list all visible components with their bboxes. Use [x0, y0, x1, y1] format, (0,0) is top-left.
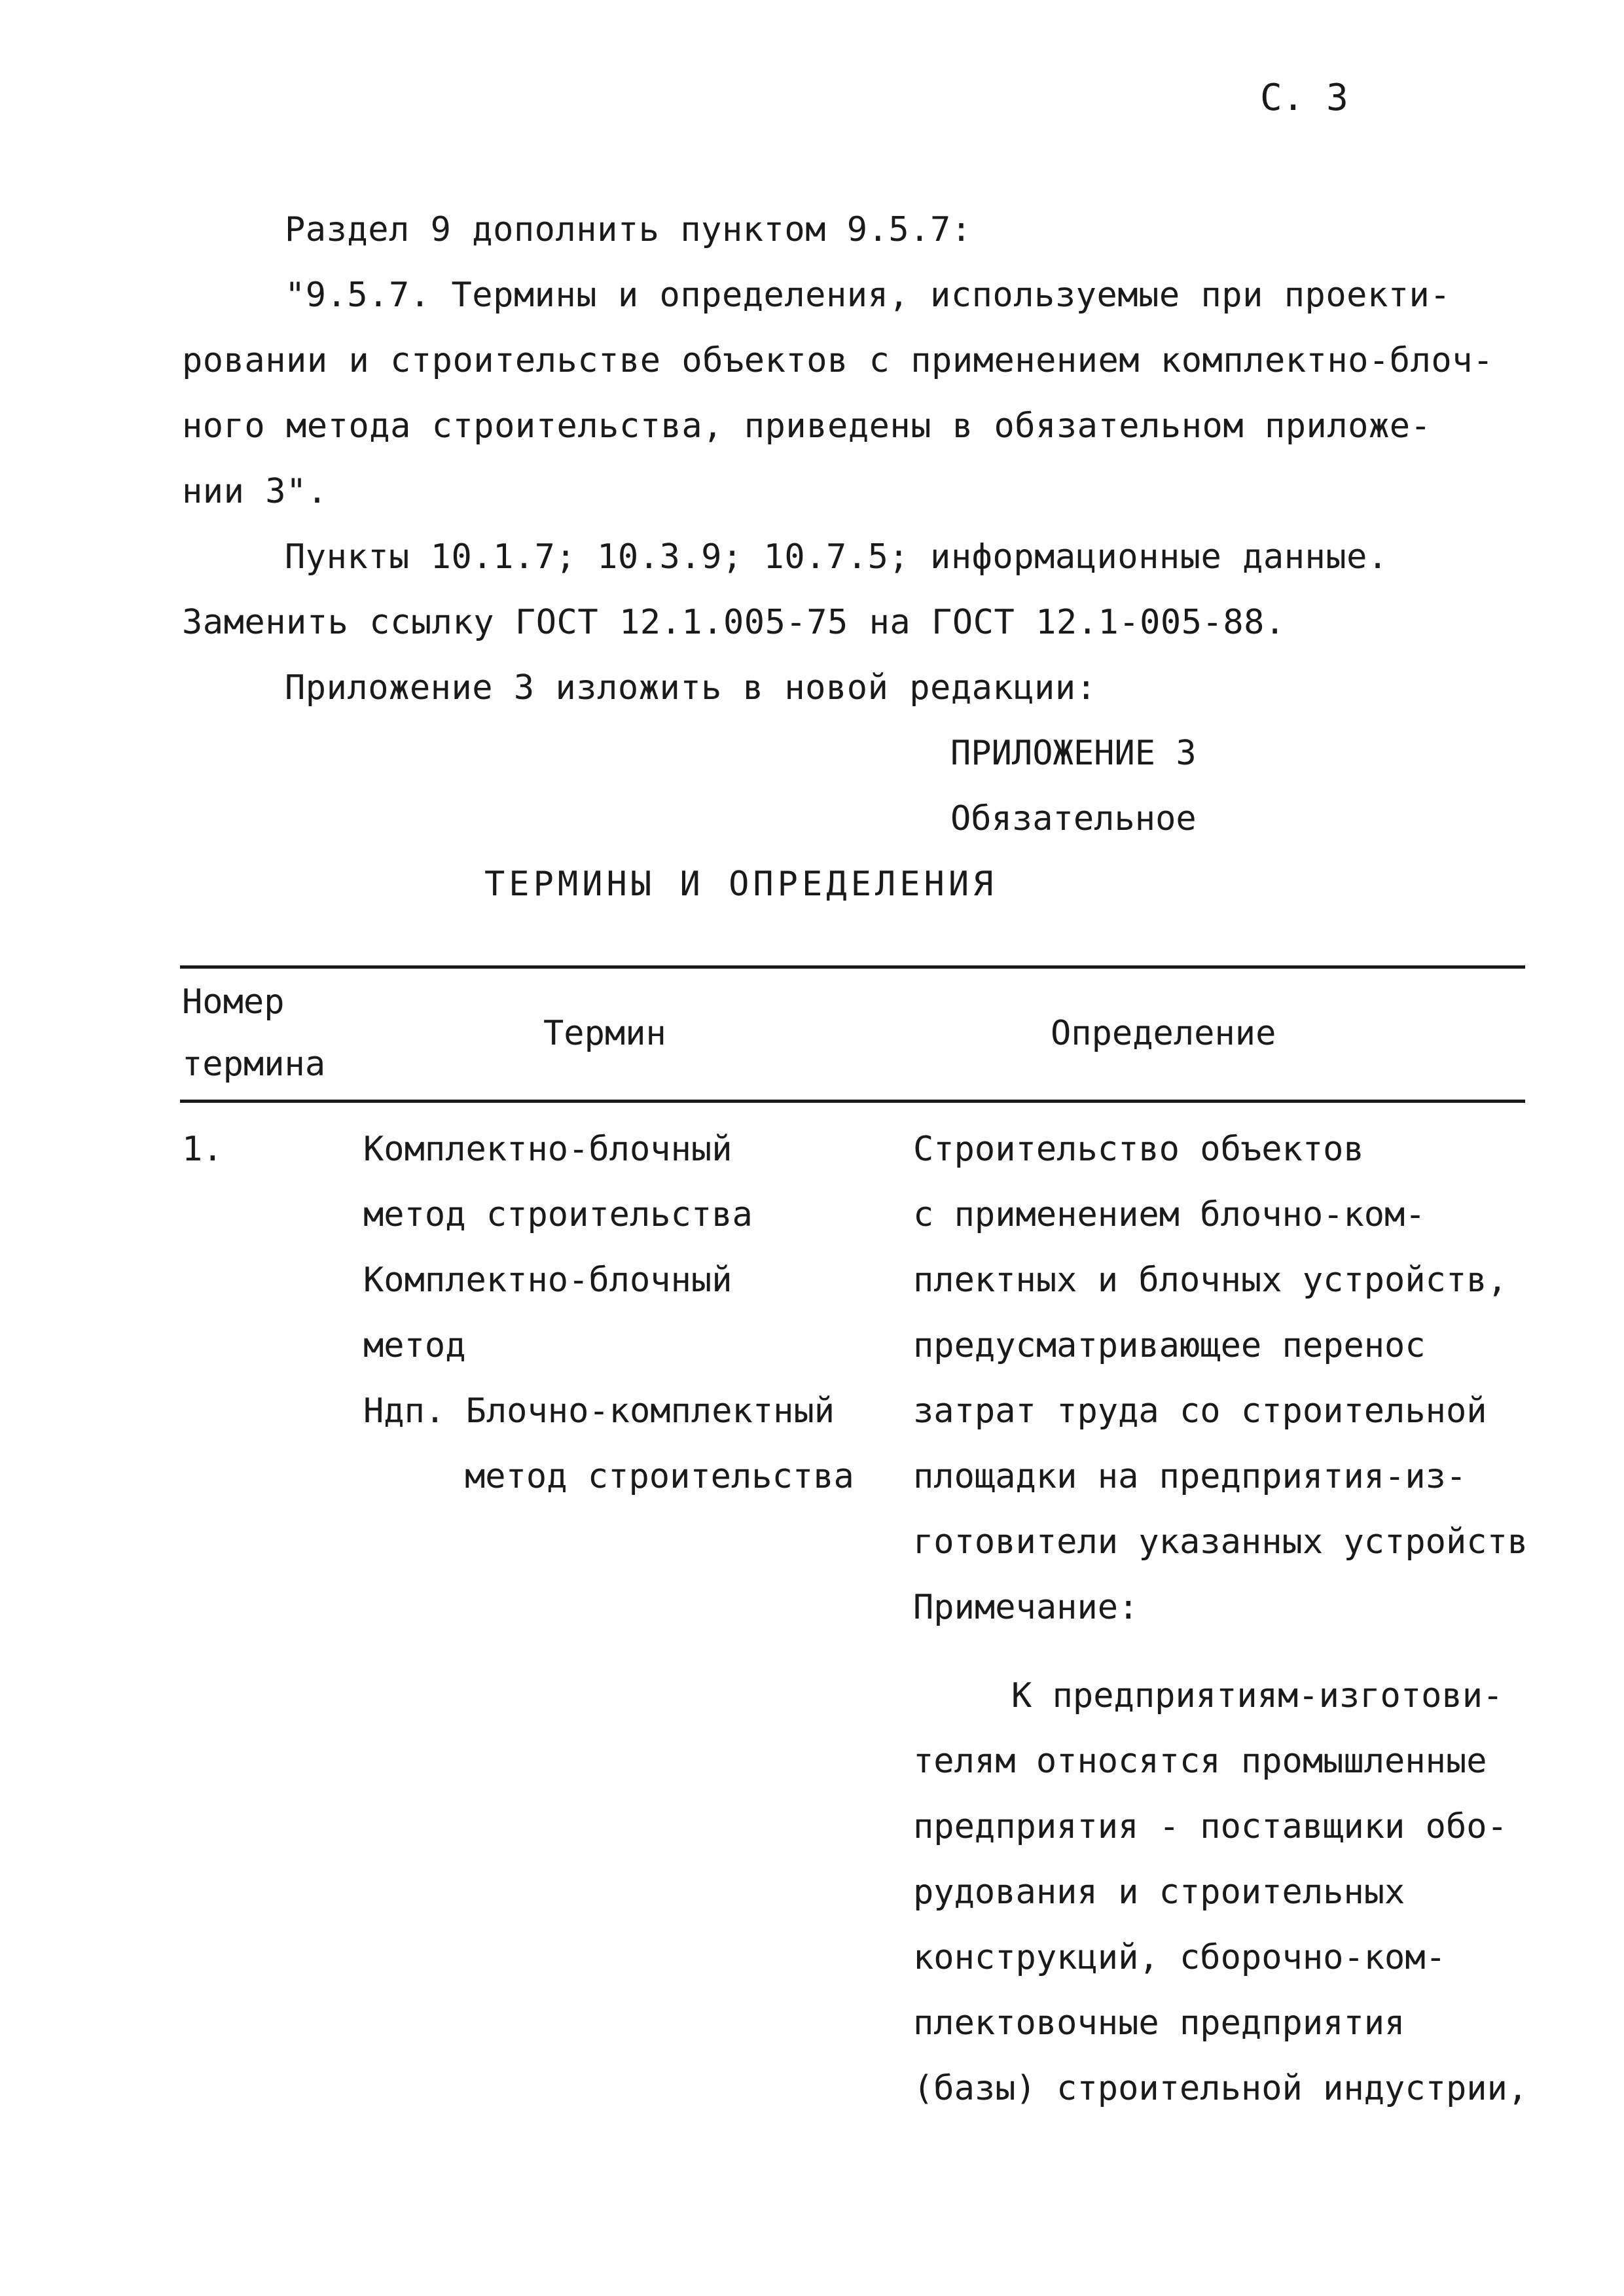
- term-line-5: Ндп. Блочно-комплектный: [363, 1391, 835, 1431]
- term-line-6: метод строительства: [465, 1457, 854, 1496]
- table-header-rule: [180, 1100, 1525, 1103]
- definition-line-4: предусматривающее перенос: [913, 1326, 1426, 1365]
- intro-line-1: Раздел 9 дополнить пунктом 9.5.7:: [285, 210, 972, 249]
- definition-line-12: рудования и строительных: [913, 1873, 1405, 1912]
- intro-line-7: Заменить ссылку ГОСТ 12.1.005-75 на ГОСТ 12.1-005-88.: [182, 603, 1286, 642]
- intro-line-8: Приложение 3 изложить в новой редакции:: [285, 668, 1097, 708]
- definition-line-8: Примечание:: [913, 1588, 1139, 1627]
- term-line-3: Комплектно-блочный: [363, 1261, 732, 1300]
- term-line-1: Комплектно-блочный: [363, 1130, 732, 1169]
- definition-line-13: конструкций, сборочно-ком-: [913, 1938, 1446, 1977]
- term-line-4: метод: [363, 1326, 466, 1365]
- definition-line-5: затрат труда со строительной: [913, 1391, 1487, 1431]
- intro-line-4: ного метода строительства, приведены в обязательном приложе-: [182, 406, 1432, 446]
- header-number-line2: термина: [182, 1045, 326, 1084]
- definition-line-7: готовители указанных устройств: [913, 1522, 1528, 1562]
- term-line-2: метод строительства: [363, 1195, 753, 1234]
- intro-line-2: "9.5.7. Термины и определения, используемые при проекти-: [285, 276, 1451, 315]
- definition-line-3: плектных и блочных устройств,: [913, 1261, 1507, 1300]
- definition-line-10: телям относятся промышленные: [913, 1742, 1487, 1781]
- definition-line-15: (базы) строительной индустрии,: [913, 2069, 1528, 2108]
- definition-line-9: К предприятиям-изготови-: [1011, 1676, 1504, 1715]
- intro-line-6: Пункты 10.1.7; 10.3.9; 10.7.5; информационные данные.: [285, 537, 1388, 577]
- intro-line-5: нии 3".: [182, 472, 328, 511]
- appendix-title: ТЕРМИНЫ И ОПРЕДЕЛЕНИЯ: [484, 865, 998, 904]
- appendix-label: ПРИЛОЖЕНИЕ 3: [950, 734, 1197, 773]
- appendix-status: Обязательное: [950, 799, 1197, 838]
- definition-line-6: площадки на предприятия-из-: [913, 1457, 1467, 1496]
- definition-line-2: с применением блочно-ком-: [913, 1195, 1426, 1234]
- table-top-rule: [180, 965, 1525, 969]
- header-term: Термин: [543, 1014, 666, 1053]
- header-number-line1: Номер: [182, 982, 285, 1022]
- intro-line-3: ровании и строительстве объектов с применением комплектно-блоч-: [182, 341, 1494, 380]
- definition-line-11: предприятия - поставщики обо-: [913, 1807, 1507, 1846]
- page-number: С. 3: [1260, 77, 1348, 119]
- definition-line-14: плектовочные предприятия: [913, 2003, 1405, 2043]
- definition-line-1: Строительство объектов: [913, 1130, 1364, 1169]
- row-number: 1.: [182, 1130, 223, 1169]
- header-definition: Определение: [1051, 1014, 1276, 1053]
